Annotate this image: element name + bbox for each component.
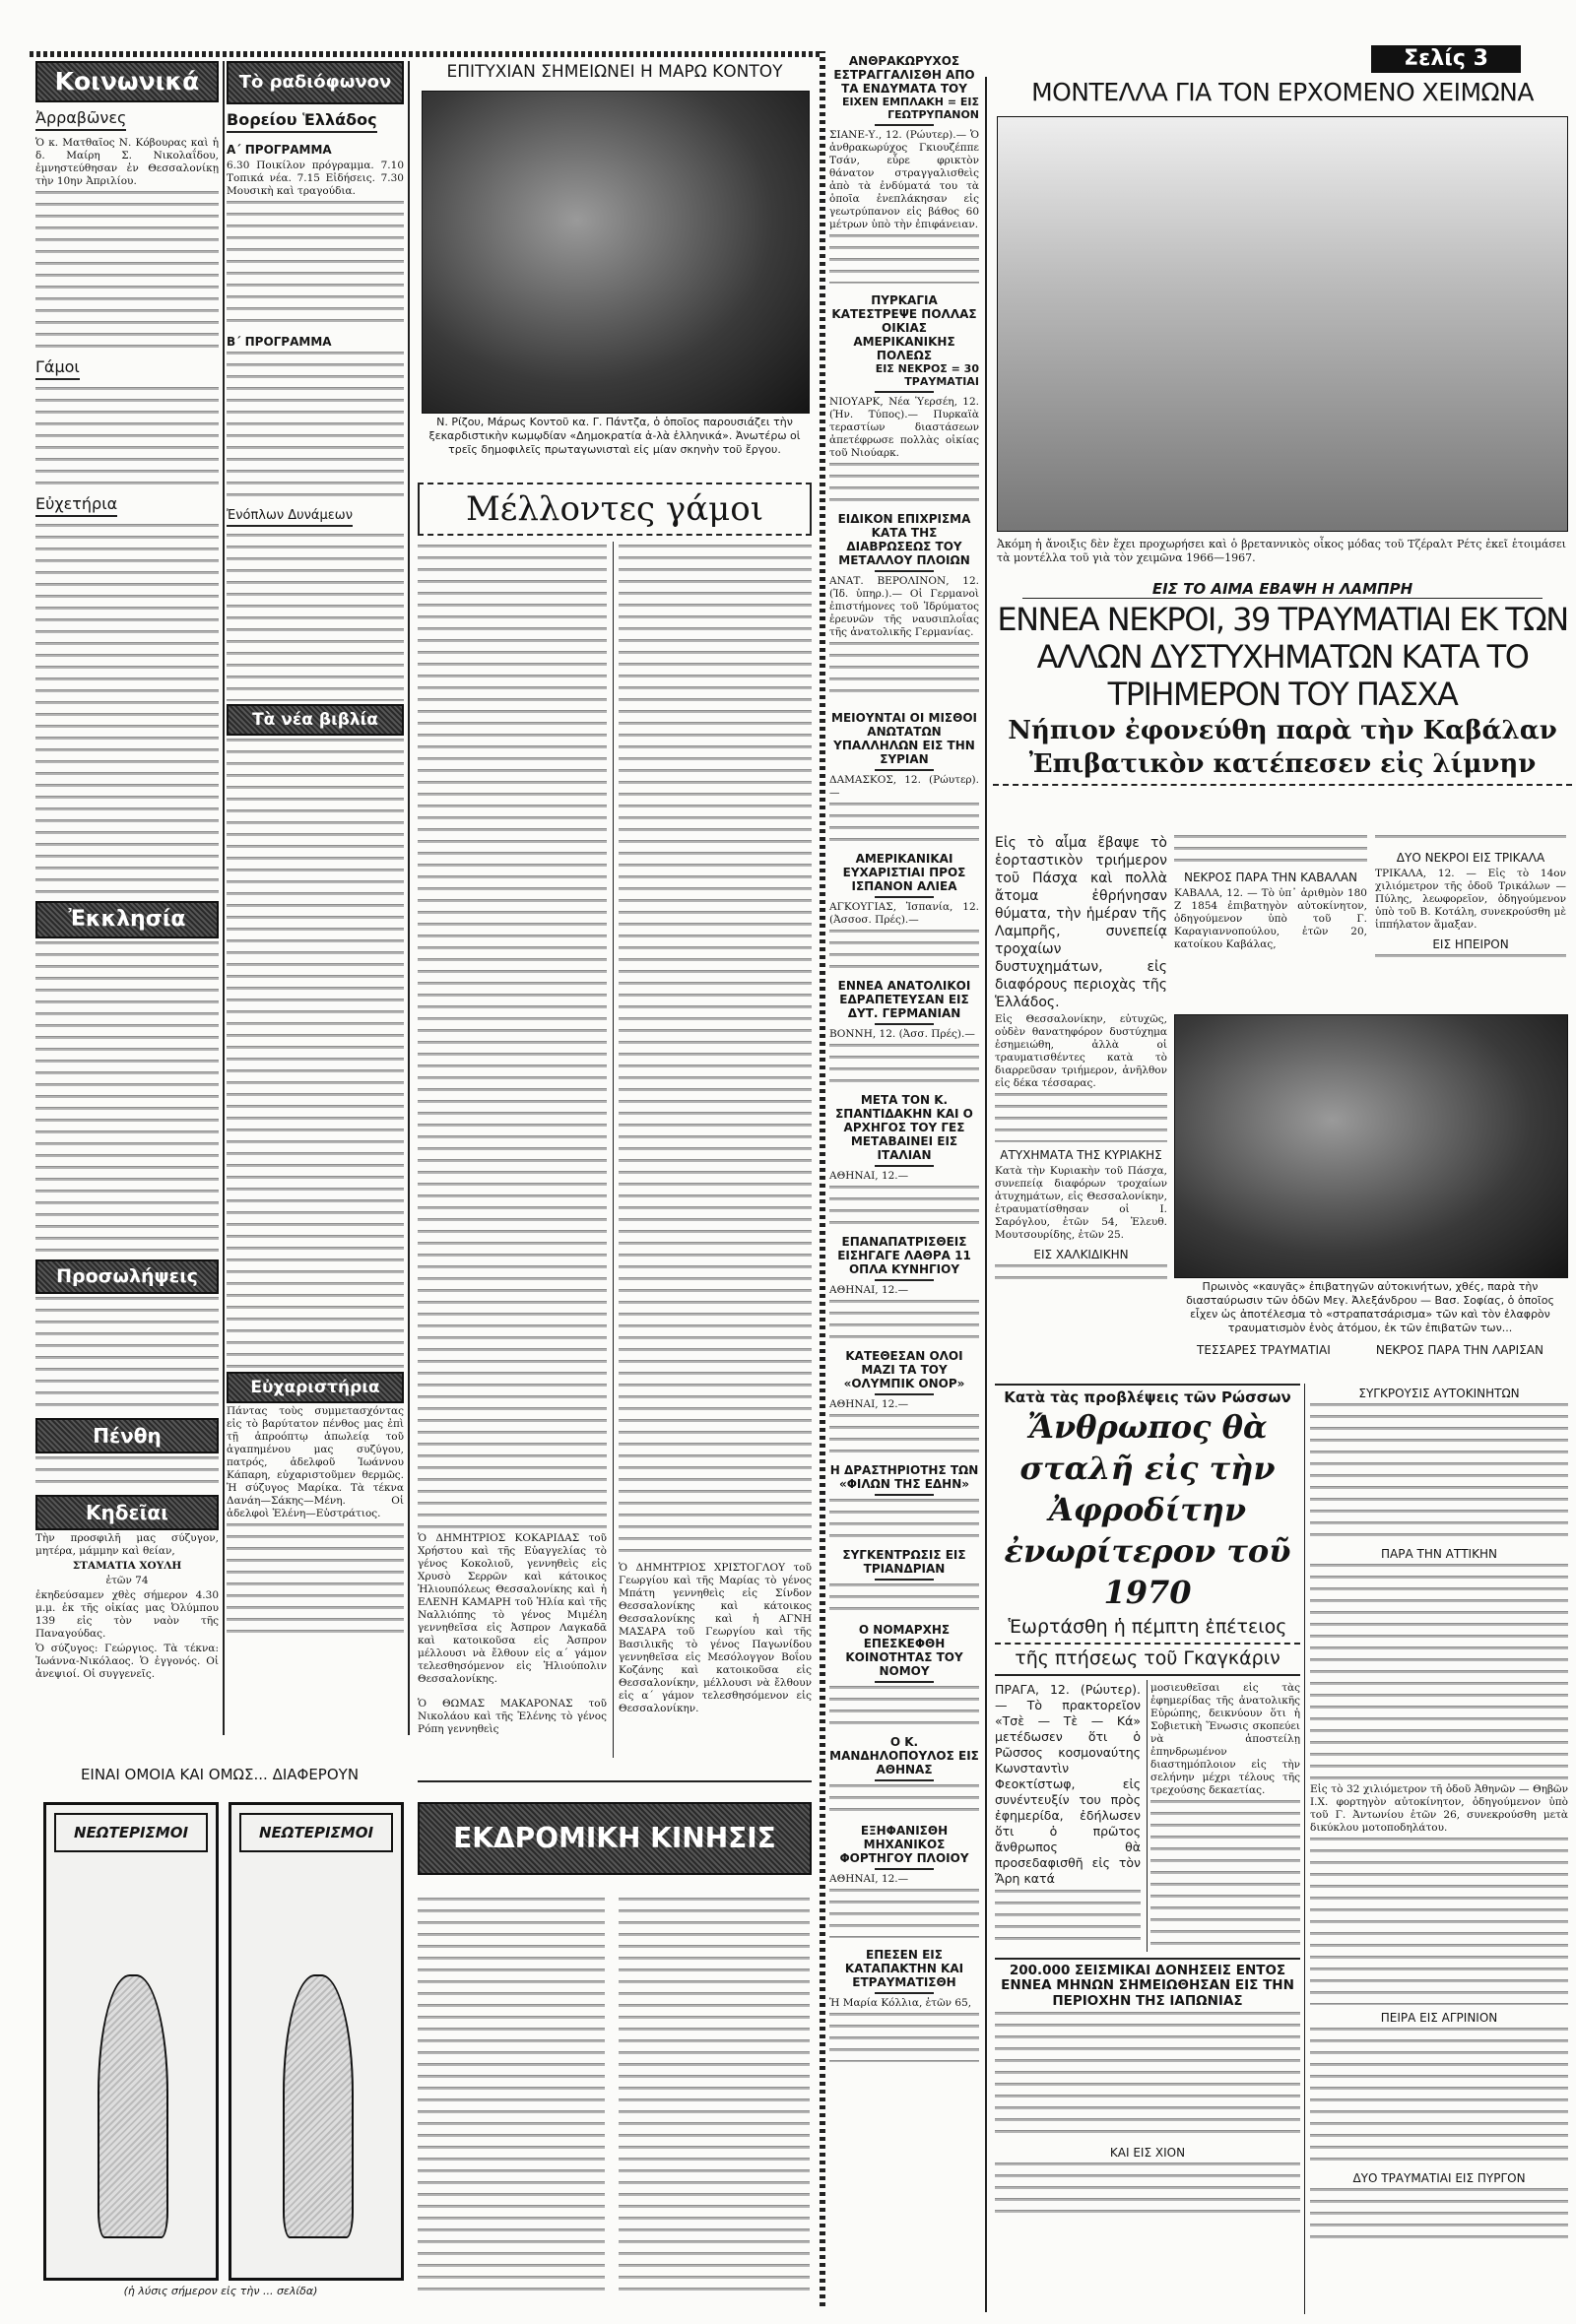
article-text: ΑΘΗΝΑΙ, 12.— [829,1398,909,1410]
weddings-box [418,483,812,536]
article-text: ΑΘΗΝΑΙ, 12.— [829,1873,909,1885]
thanks-banner: Εὐχαριστήρια [227,1372,404,1403]
space-text: ΠΡΑΓΑ, 12. (Ρώυτερ). — Τὸ πρακτορεῖον «Τσὲ — Τὲ — Κά» μετέδωσεν ὅτι ὁ Ρῶσσος κοσμοναύτης Κωνσταντὶν Φεοκτίστωφ, εἰς συνέντευξίν του πρὸς ἐφημερίδα, ἐδήλωσεν ὅτι ὁ πρῶτος ἄνθρωπος θὰ προσεδαφισθῆ εἰς τὸν Ἄρη κατά [995,1681,1142,1886]
cartoon-title: ΕΙΝΑΙ ΟΜΟΙΑ ΚΑΙ ΟΜΩΣ... ΔΙΑΦΕΡΟΥΝ [80,1766,360,1783]
mourning-banner: Πένθη [35,1418,219,1453]
space-col-2 [1147,1680,1300,1952]
text-block [995,1264,1167,1288]
space-subhead-1: Ἑωρτάσθη ἡ πέμπτη ἐπέτειος [995,1613,1300,1645]
engagements-text: Ὁ κ. Ματθαῖος Ν. Κόβουρας καὶ ἡ δ. Μαίρη Σ. Νικολαΐδου, ἐμνηστεύθησαν ἐν Θεσσαλονίκῃ τὴν 10ην Ἀπριλίου. [35,137,219,187]
news-article [829,1463,979,1538]
divider [418,1780,812,1782]
wedding-notice: Ὁ ΔΗΜΗΤΡΙΟΣ ΚΟΚΑΡΙΔΑΣ τοῦ Χρήστου καὶ τῆς Εὐαγγελίας τὸ γένος Κοκολιοῦ, γεννηθεὶς εἰς Χρυσὸ Σερρῶν καὶ κάτοικος Ἡλιουπόλεως Θεσσαλονίκης καὶ ἡ ΕΛΕΝΗ ΚΑΜΑΡΗ τοῦ Ἠλία καὶ τῆς Ναλλιόπης τὸ γένος Μιμέλη γεννηθεῖσα εἰς Ἀσπρον Λαγκαδᾶ καὶ κατοικοῦσα εἰς Ἀσπρον μέλλουσι νὰ ἔλθουν εἰς α΄ γάμον τελεσθησόμενον εἰς Ἡλιούπολιν Θεσσαλονίκης. [418,1532,607,1685]
article-text: ΒΟΝΝΗ, 12. (Ἀσσ. Πρές).— [829,1028,975,1040]
divider [875,1494,935,1496]
text-block [1150,1800,1300,1948]
text-block [829,1686,979,1725]
attica-text: Εἰς τὸ 32 χιλιόμετρον τῆ ὁδοῦ Ἀθηνῶν — Θηβῶν Ι.Χ. φορτηγὸν αὐτοκίνητον, ὁδηγούμενον ὑπὸ τοῦ Γ. Ἀντωνίου ἐτῶν 26, συνεκρούσθη μετὰ δικύκλου μοτοποδηλάτου. [1310,1783,1568,1834]
news-article [829,1623,979,1725]
text-block [418,1898,605,2297]
pyrgos-subhead: ΔΥΟ ΤΡΑΥΜΑΤΙΑΙ ΕΙΣ ΠΥΡΓΟΝ [1352,2171,1526,2185]
article-text: Ἡ Μαρία Κόλλια, ἐτῶν 65, [829,1997,972,2009]
news-article [829,1735,979,1814]
article-headline: ΕΠΕΣΕΝ ΕΙΣ ΚΑΤΑΠΑΚΤΗΝ ΚΑΙ ΕΤΡΑΥΜΑΤΙΣΘΗ [844,1948,964,1989]
excursion-banner: ΕΚΔΡΟΜΙΚΗ ΚΙΝΗΣΙΣ [418,1802,812,1875]
armed-forces-title: Ἐνόπλων Δυνάμεων [227,508,353,527]
photo-caption: Ν. Ρίζου, Μάρως Κοντοῦ κα. Γ. Πάντζα, ὁ ὁποῖος παρουσιάζει τὴν ξεκαρδιστικὴν κωμῳδίαν «Δημοκρατία ἀ-λὰ ἑλληνικά». Ἀνωτέρω οἱ τρεῖς δημοφιλεῖς πρωταγωνισταὶ εἰς μίαν σκηνὴν τοῦ ἔργου. [428,416,801,456]
ornament-rule [820,51,825,2306]
article-headline: ΕΞΗΦΑΝΙΣΘΗ ΜΗΧΑΝΙΚΟΣ ΦΟΡΤΗΓΟΥ ΠΛΟΙΟΥ [839,1824,969,1865]
radio-banner: Τὸ ραδιόφωνον [227,61,404,104]
cartoon-caption: (ἡ λύσις σήμερον εἰς τὴν ... σελίδα) [123,2285,318,2297]
divider [875,1992,935,1994]
news-article [829,1824,979,1938]
article-headline: ΕΠΑΝΑΠΑΤΡΙΣΘΕΙΣ ΕΙΣΗΓΑΓΕ ΛΑΘΡΑ 11 ΟΠΛΑ ΚΥΝΗΓΙΟΥ [837,1235,971,1276]
thanks-text: Πάντας τοὺς συμμετασχόντας εἰς τὸ βαρύτατον πένθος μας ἐπὶ τῇ ἀπροόπτῳ ἀπωλείᾳ τοῦ ἀγαπημένου μας συζύγου, πατρός, ἀδελφοῦ Ἰωάννου Κάπαρη, εὐχαριστοῦμεν θερμῶς. Ἡ σύζυγος Μαρίκα. Τὰ τέκνα Δανάη—Σάκης—Μένη. Οἱ ἀδελφοὶ Ἑλένη—Εὐστράτιος. [227,1405,404,1520]
news-article [829,1349,979,1453]
quake-headline: 200.000 ΣΕΙΣΜΙΚΑΙ ΔΟΝΗΣΕΙΣ ΕΝΤΟΣ ΕΝΝΕΑ ΜΗΝΩΝ ΣΗΜΕΙΩΘΗΣΑΝ ΕΙΣ ΤΗΝ ΠΕΡΙΟΧΗΝ ΤΗΣ ΙΑΠΩΝΙΑΣ [995,1958,1300,2010]
accident-col-2 [1174,832,1367,953]
text-block [829,1414,979,1453]
article-headline: ΠΥΡΚΑΓΙΑ ΚΑΤΕΣΤΡΕΨΕ ΠΟΛΛΑΣ ΟΙΚΙΑΣ ΑΜΕΡΙΚΑΝΙΚΗΣ ΠΟΛΕΩΣ [831,293,977,362]
text-block [829,234,979,284]
text-block [829,1784,979,1814]
accident-deck-1: Νήπιον ἐφονεύθη παρὰ τὴν Καβάλαν [1008,716,1557,746]
text-block [1375,835,1566,845]
news-article [829,54,979,284]
text-block [829,1499,979,1538]
weddings-title: Γάμοι [35,357,80,380]
wedding-notice: Ὁ ΔΗΜΗΤΡΙΟΣ ΧΡΙΣΤΟΓΛΟΥ τοῦ Γεωργίου καὶ τῆς Μαρίας τὸ γένος Μπάτη γεννηθεὶς εἰς Σίνδον Θεσσαλονίκης καὶ κάτοικος Θεσσαλονίκης καὶ ἡ ΑΓΝΗ ΜΑΣΑΡΑ τοῦ Γεωργίου καὶ τῆς Βασιλικῆς τὸ γένος Παγωνίδου γεννηθεῖσα εἰς Μεσόλογγον Βοΐου Κοζάνης καὶ κατοικοῦσα εἰς Θεσσαλονίκην, μέλλουσι νὰ ἔλθουν εἰς α΄ γάμον τελεσθησόμενον εἰς Θεσσαλονίκην. [619,1562,812,1714]
text-block [35,1456,219,1492]
article-text: ΑΓΚΟΥΓΙΑΣ, Ἱσπανία, 12. (Ἀσσοσ. Πρές).— [829,901,979,926]
text-block [619,545,812,1559]
kavala-text: ΚΑΒΑΛΑ, 12. — Τὸ ὑπ᾽ ἀριθμὸν 180 Ζ 1854 ἐπιβατηγὸν αὐτοκίνητον, ὁδηγούμενον ὑπὸ τοῦ Γ. Καραγιαννοπούλου, ἐτῶν 20, κατοίκου Καβάλας, [1174,887,1367,950]
news-article [829,1235,979,1339]
society-banner: Κοινωνικά [35,61,219,102]
radio-column [227,61,404,1645]
epirus-subhead: ΕΙΣ ΗΠΕΙΡΟΝ [1432,937,1509,951]
space-col-1 [995,1680,1141,1952]
news-article [829,1548,979,1613]
text-block [995,1093,1167,1142]
text-block [35,191,219,349]
article-text: ΣΙΑΝΕ-Υ., 12. (Ρώυτερ).— Ὁ ἀνθρακωρύχος Γκιουζέππε Τσάν, εὗρε φρικτὸν θάνατον στραγγαλισθεὶς ἀπὸ τὰ ἐνδύματά του τὰ ὁποῖα ἐνεπλάκησαν εἰς γεωτρύπανον εἰς βάθος 60 μέτρων ὑπὸ τὴν ἐπιφάνειαν. [829,129,979,230]
fashion-headline: ΜΟΝΤΕΛΛΑ ΓΙΑ ΤΟΝ ΕΡΧΟΜΕΝΟ ΧΕΙΜΩΝΑ [1031,78,1534,106]
hiring-banner: Προσωλήψεις [35,1259,219,1294]
space-text-continued: μοσιευθεῖσαι εἰς τὰς ἐφημερίδας τῆς ἀνατολικῆς Εὐρώπης, δεικνύουν ὅτι ἡ Σοβιετικὴ Ἕνωσις σκοπεύει νὰ ἀποστείλῃ ἐπηνδρωμένον διαστημόπλοιον εἰς τὴν σελήνην μέχρι τέλους τῆς τρεχούσης δεκαετίας. [1150,1681,1300,1796]
accident-lower-subheads [1174,1343,1566,1357]
funeral-signature: Ὁ σύζυγος: Γεώργιος. Τὰ τέκνα: Ἰωάννα-Νικόλαος. Ὁ ἐγγονός. Οἱ ἀνεψιοί. Οἱ συγγενεῖς. [35,1643,219,1681]
car-photo-caption: Πρωινὸς «καυγᾶς» ἐπιβατηγῶν αὐτοκινήτων, χθές, παρὰ τὴν διασταύρωσιν τῶν ὁδῶν Μεγ. Ἀλεξάνδρου — Βασ. Σοφίας, ὁ ὁποῖος εἶχεν ὡς ἀποτέλεσμα τὸ «στραπατσάρισμα» τῶν καὶ τὸν ἐλαφρὸν τραυματισμὸν ἑνὸς ἀτόμου, ἐκ τῶν ἐπιβατῶν των... [1186,1280,1554,1334]
photo-headline: ΕΠΙΤΥΧΙΑΝ ΣΗΜΕΙΩΝΕΙ Η ΜΑΡΩ ΚΟΝΤΟΥ [446,62,783,82]
car-accident-photo [1174,1014,1568,1278]
column-rule [613,542,614,1758]
attica-subhead: ΠΑΡΑ ΤΗΝ ΑΤΤΙΚΗΝ [1381,1547,1497,1561]
wishes-title: Εὐχετήρια [35,494,117,517]
divider [875,1393,935,1395]
agrinio-subhead: ΠΕΙΡΑ ΕΙΣ ΑΓΡΙΝΙΟΝ [1380,2011,1498,2025]
fashion-photo [997,116,1568,532]
four-injured-subhead: ΤΕΣΣΑΡΕΣ ΤΡΑΥΜΑΤΙΑΙ [1197,1343,1331,1357]
accident-lead-body: Εἰς Θεσσαλονίκην, εὐτυχῶς, οὐδὲν θανατηφόρον δυστύχημα ἐσημειώθη, ἀλλὰ οἱ τραυματισθέντες κατὰ τὸ διαρρεῦσαν τριήμερον, ἀνῆλθον εἰς δέκα τέσσαρας. [995,1013,1167,1089]
divider [875,896,935,898]
column-rule [408,61,410,1735]
funerals-banner: Κηδεῖαι [35,1495,219,1530]
fashion-caption: Ἀκόμη ἡ ἄνοιξις δὲν ἔχει προχωρήσει καὶ ὁ βρεταννικὸς οἶκος μόδας τοῦ Τζέραλτ Ρέτς ἐκεῖ ἑτοιμάσει τὰ μοντέλλα τοῦ γιὰ τὸν χειμῶνα 1966—1967. [997,538,1566,564]
space-text-row [995,1680,1300,1952]
article-text: ΑΘΗΝΑΙ, 12.— [829,1170,909,1182]
page-number-badge [1371,45,1521,73]
divider [875,1779,935,1781]
article-headline: Η ΔΡΑΣΤΗΡΙΟΤΗΣ ΤΩΝ «ΦΙΛΩΝ ΤΗΣ ΕΔΗΝ» [829,1463,979,1491]
program-a-title: Α΄ ΠΡΟΓΡΑΜΜΑ [227,142,332,157]
text-block [829,1300,979,1339]
radio-station: Βορείου Ἑλλάδος [227,110,377,133]
space-subhead-2: τῆς πτήσεως τοῦ Γκαγκάριν [995,1645,1300,1676]
text-block [1310,2188,1568,2247]
text-block [227,201,404,329]
engagements-title: Ἀρραβῶνες [35,108,126,131]
divider [875,1165,935,1167]
news-article [829,852,979,969]
program-a-text: 6.30 Ποικίλον πρόγραμμα. 7.10 Τοπικά νέα. 7.15 Εἰδήσεις. 7.30 Μουσικὴ καὶ τραγούδια. [227,159,404,197]
cartoon-figure [98,1974,169,2238]
text-block [995,2012,1300,2140]
article-headline: ΕΙΔΙΚΟΝ ΕΠΙΧΡΙΣΜΑ ΚΑΤΑ ΤΗΣ ΔΙΑΒΡΩΣΕΩΣ ΤΟΥ ΜΕΤΑΛΛΟΥ ΠΛΟΙΩΝ [837,512,971,567]
accident-col-3 [1375,832,1566,967]
text-block [1310,2028,1568,2165]
funeral-age: ἐτῶν 74 [105,1575,149,1587]
cartoon-figure [283,1974,355,2238]
text-block [829,1583,979,1613]
divider [875,1279,935,1281]
sunday-subhead: ΑΤΥΧΗΜΑΤΑ ΤΗΣ ΚΥΡΙΑΚΗΣ [1000,1148,1162,1162]
article-text: ΝΙΟΥΑΡΚ, Νέα Ὑερσέη, 12. (Ἡν. Τύπος).— Πυρκαϊὰ τεραστίων διαστάσεων ἀπετέφρωσε πολλὰς οἰκίας τοῦ Νιούαρκ. [829,396,979,459]
text-block [829,803,979,842]
text-block [227,739,404,1369]
divider [875,1868,935,1870]
news-article [829,979,979,1083]
divider [875,1023,935,1025]
cartoon-panel-left [43,1802,219,2281]
divider [875,570,935,572]
text-block [35,524,219,898]
chios-subhead: ΚΑΙ ΕΙΣ ΧΙΟΝ [1109,2146,1186,2161]
article-headline: Ο ΝΟΜΑΡΧΗΣ ΕΠΕΣΚΕΦΘΗ ΚΟΙΝΟΤΗΤΑΣ ΤΟΥ ΝΟΜΟΥ [845,1623,963,1678]
cartoon-panel-right [229,1802,404,2281]
article-subheadline: ΕΙΣ ΝΕΚΡΟΣ = 30 ΤΡΑΥΜΑΤΙΑΙ [875,362,979,388]
article-text: ΔΑΜΑΣΚΟΣ, 12. (Ρώυτερ).— [829,774,979,799]
program-b-title: Β΄ ΠΡΟΓΡΑΜΜΑ [227,334,332,349]
right-news-column [1310,1381,1568,2250]
page-number: Σελίς 3 [1404,46,1488,71]
text-block [35,941,219,1257]
accident-lead: Εἰς τὸ αἷμα ἔβαψε τὸ ἑορταστικὸν τριήμερον τοῦ Πάσχα καὶ πολλὰ ἄτομα ἐθρήνησαν θύματα, τὴν ἡμέραν τῆς Λαμπρῆς, συνεπείᾳ τροχαίων δυστυχημάτων, εἰς διαφόρους περιοχὰς τῆς Ἑλλάδος. [995,835,1167,1010]
text-block [829,1889,979,1938]
column-rule [985,77,987,2312]
cartoon-sign: ΝΕΩΤΕΡΙΣΜΟΙ [239,1813,393,1852]
weddings-box-title: Μέλλοντες γάμοι [465,489,764,529]
article-headline: ΑΜΕΡΙΚΑΝΙΚΑΙ ΕΥΧΑΡΙΣΤΙΑΙ ΠΡΟΣ ΙΣΠΑΝΟΝ ΑΛΙΕΑ [842,852,966,893]
lamia-subhead: ΣΥΓΚΡΟΥΣΙΣ ΑΥΤΟΚΙΝΗΤΩΝ [1358,1387,1520,1400]
space-block [995,1384,1300,2225]
news-article [829,711,979,842]
text-block [829,930,979,969]
society-column [35,61,219,1683]
divider [875,1681,935,1683]
funeral-intro: Τὴν προσφιλῆ μας σύζυγον, μητέρα, μάμμην καὶ θείαν, [35,1532,219,1558]
top-ornament-border [30,51,822,57]
article-subheadline: ΕΙΧΕΝ ΕΜΠΛΑΚΗ = ΕΙΣ ΓΕΩΤΡΥΠΑΝΟΝ [841,96,979,121]
news-article [829,293,979,502]
article-headline: ΕΝΝΕΑ ΑΝΑΤΟΛΙΚΟΙ ΕΔΡΑΠΕΤΕΥΣΑΝ ΕΙΣ ΔΥΤ. ΓΕΡΜΑΝΙΑΝ [837,979,971,1020]
text-block [35,387,219,485]
article-headline: Ο Κ. ΜΑΝΔΗΛΟΠΟΥΛΟΣ ΕΙΣ ΑΘΗΝΑΣ [829,1735,979,1776]
divider [875,769,935,771]
article-headline: ΚΑΤΕΘΕΣΑΝ ΟΛΟΙ ΜΑΖΙ ΤΑ ΤΟΥ «ΟΛΥΜΠΙΚ ΟΝΟΡ» [843,1349,965,1390]
accident-headline-block [993,581,1572,786]
wedding-notice: Ὁ ΘΩΜΑΣ ΜΑΚΑΡΟΝΑΣ τοῦ Νικολάου καὶ τῆς Ἑλένης τὸ γένος Ρόπη γεννηθεὶς [418,1698,607,1735]
text-block [418,545,607,1529]
accident-kicker: ΕΙΣ ΤΟ ΑΙΜΑ ΕΒΑΨΗ Η ΛΑΜΠΡΗ [1022,581,1543,599]
weddings-col-left [418,542,607,1738]
article-text: ΑΝΑΤ. ΒΕΡΟΛΙΝΟΝ, 12. (Ἰδ. ὑπηρ.).— Οἱ Γερμανοὶ ἐπιστήμονες τοῦ Ἰδρύματος ἐρευνῶν τῆς ναυσιπλοΐας τῆς ἀνατολικῆς Γερμανίας. [829,575,979,638]
text-block [829,2013,979,2062]
trikala-subhead: ΔΥΟ ΝΕΚΡΟΙ ΕΙΣ ΤΡΙΚΑΛΑ [1396,851,1545,865]
theatre-photo [422,91,810,414]
text-block [995,1890,1141,1949]
space-headline: Ἄνθρωπος θὰ σταλῆ εἰς τὴν Ἀφροδίτην ἐνωρίτερον τοῦ 1970 [1004,1408,1291,1612]
sunday-text: Κατὰ τὴν Κυριακὴν τοῦ Πάσχα, συνεπείᾳ διαφόρων τροχαίων ἀτυχημάτων, εἰς Θεσσαλονίκην, ἐτραυματίσθησαν οἱ Ι. Σαρόγλου, ἐτῶν 54, Ἐλευθ. Μουτσουρίδης, ἐτῶν 25. [995,1165,1167,1241]
text-block [1174,835,1367,865]
accident-main-headline: ΕΝΝΕΑ ΝΕΚΡΟΙ, 39 ΤΡΑΥΜΑΤΙΑΙ ΕΚ ΤΩΝ ΑΛΛΩΝ ΔΥΣΤΥΧΗΜΑΤΩΝ ΚΑΤΑ ΤΟ ΤΡΙΗΜΕΡΟΝ ΤΟΥ ΠΑΣΧΑ [997,601,1568,714]
divider [875,1579,935,1581]
larisa-subhead: ΝΕΚΡΟΣ ΠΑΡΑ ΤΗΝ ΛΑΡΙΣΑΝ [1375,1343,1543,1357]
accident-deck-2: Ἐπιβατικὸν κατέπεσεν εἰς λίμνην [993,750,1572,786]
text-block [829,1044,979,1083]
text-block [829,1186,979,1225]
article-headline: ΣΥΓΚΕΝΤΡΩΣΙΣ ΕΙΣ ΤΡΙΑΝΔΡΙΑΝ [842,1548,966,1576]
text-block [227,534,404,701]
text-block [995,2163,1300,2222]
column-rule [1304,1384,1305,2314]
text-block [227,352,404,499]
news-column [829,54,979,2072]
news-article [829,512,979,701]
article-headline: ΑΝΘΡΑΚΩΡΥΧΟΣ ΕΣΤΡΑΓΓΑΛΙΣΘΗ ΑΠΟ ΤΑ ΕΝΔΥΜΑΤΑ ΤΟΥ [833,54,975,96]
column-rule [223,61,225,1735]
text-block [1310,1838,1568,2005]
news-article [829,1948,979,2062]
chalkidiki-subhead: ΕΙΣ ΧΑΛΚΙΔΙΚΗΝ [1033,1248,1129,1261]
text-block [829,642,979,701]
text-block [829,463,979,502]
text-block [1310,1564,1568,1780]
text-block [1310,1403,1568,1541]
trikala-text: ΤΡΙΚΑΛΑ, 12. — Εἰς τὸ 14ον χιλιόμετρον τῆς ὁδοῦ Τρικάλων — Πύλης, λεωφορεῖον, ὁδηγούμενον ὑπὸ τοῦ Β. Κοτάλη, συνεκρούσθη μὲ ἱππήλατον ἅμαξαν. [1375,868,1566,931]
books-banner: Τὰ νέα βιβλία [227,704,404,736]
text-block [619,1898,810,2297]
funeral-text: ἐκηδεύσαμεν χθὲς σήμερον 4.30 μ.μ. ἐκ τῆς οἰκίας μας Ὀλύμπου 139 εἰς τὸν ναὸν τῆς Παναγούδας. [35,1589,219,1641]
funeral-name: ΣΤΑΜΑΤΙΑ ΧΟΥΛΗ [72,1560,182,1573]
divider [875,124,935,126]
text-block [35,1297,219,1415]
text-block [1375,954,1566,964]
accident-col-1 [995,832,1167,1291]
article-text: ΑΘΗΝΑΙ, 12.— [829,1284,909,1296]
article-headline: ΜΕΙΟΥΝΤΑΙ ΟΙ ΜΙΣΘΟΙ ΑΝΩΤΑΤΩΝ ΥΠΑΛΛΗΛΩΝ ΕΙΣ ΤΗΝ ΣΥΡΙΑΝ [831,711,977,766]
article-headline: ΜΕΤΑ ΤΟΝ Κ. ΣΠΑΝΤΙΔΑΚΗΝ ΚΑΙ Ο ΑΡΧΗΓΟΣ ΤΟΥ ΓΕΣ ΜΕΤΑΒΑΙΝΕΙ ΕΙΣ ΙΤΑΛΙΑΝ [835,1093,973,1162]
weddings-col-right [619,542,812,1717]
kavala-subhead: ΝΕΚΡΟΣ ΠΑΡΑ ΤΗΝ ΚΑΒΑΛΑΝ [1183,871,1358,884]
space-kicker: Κατὰ τὰς προβλέψεις τῶν Ρώσσων [1004,1388,1291,1406]
news-article [829,1093,979,1225]
text-block [227,1523,404,1642]
cartoon-sign: ΝΕΩΤΕΡΙΣΜΟΙ [54,1813,208,1852]
church-banner: Ἐκκλησία [35,901,219,938]
divider [875,391,935,393]
